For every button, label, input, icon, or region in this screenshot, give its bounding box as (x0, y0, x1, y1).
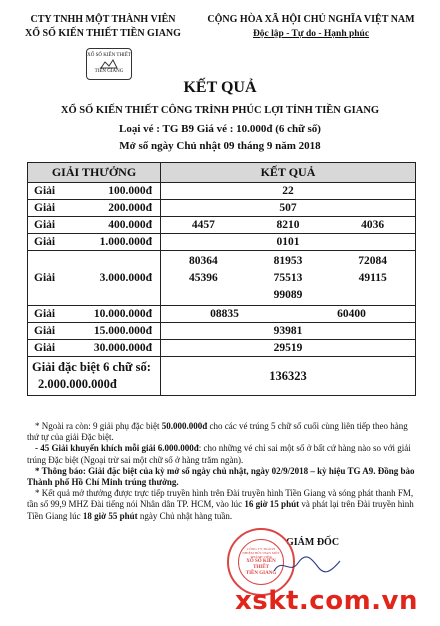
company-logo (86, 48, 132, 80)
draw-date: Mở số ngày Chủ nhật 09 tháng 9 năm 2018 (119, 140, 321, 152)
winning-number: 72084 (358, 254, 388, 267)
special-prize-amount: 2.000.000.000đ (38, 377, 117, 391)
prize-amount: 1.000.000đ (99, 236, 152, 248)
prize-amount: 100.000đ (108, 185, 152, 197)
site-watermark: xskt.com.vn (234, 586, 418, 616)
company-name-line1: CTY TNHH MỘT THÀNH VIÊN (30, 14, 176, 25)
prize-label: Giải (34, 342, 56, 354)
prize-amount: 400.000đ (108, 219, 152, 231)
national-title: CỘNG HÒA XÃ HỘI CHỦ NGHĨA VIỆT NAM (207, 14, 415, 25)
prize-label: Giải (34, 219, 56, 231)
prize-label: Giải (34, 272, 56, 284)
table-row (28, 183, 416, 200)
logo-text-bottom: TIỀN GIANG (94, 69, 124, 74)
table-row (28, 234, 416, 251)
prize-amount: 10.000.000đ (93, 308, 152, 320)
note-announcement-code: – kỳ hiệu TG A9. (310, 465, 376, 476)
prize-label: Giải (34, 185, 56, 197)
note-rebroadcast-text: và phát lại trên Đài truyền hình Tiền Giang lúc (27, 499, 414, 521)
winning-number: 60400 (337, 308, 366, 320)
note-consolation-rule: : cho những vé chỉ sai một số ở bất cứ hàng nào so với giải trúng Đặc biệt (Ngoại trừ sai một chữ số ở hàng trăm ngàn). (27, 443, 411, 465)
table-row (28, 251, 416, 306)
table-row (28, 200, 416, 217)
winning-number: 99089 (273, 288, 303, 301)
table-row (28, 340, 416, 357)
column-header-result: KẾT QUẢ (161, 163, 416, 183)
winning-number: 80364 (188, 254, 218, 267)
winning-number: 29519 (273, 342, 303, 354)
results-table (27, 162, 416, 396)
prize-amount: 15.000.000đ (93, 325, 152, 337)
special-prize-label: Giải đặc biệt 6 chữ số: (32, 360, 151, 374)
note-consolation-heading: - 45 Giải khuyến khích mỗi giải 6.000.000đ (35, 443, 199, 454)
table-row (28, 217, 416, 234)
note-rebroadcast-time: 18 giờ 55 phút (82, 510, 138, 521)
page-title: KẾT QUẢ (183, 79, 257, 96)
ticket-type: Loại vé : TG B9 Giá vé : 10.000đ (6 chữ số) (119, 123, 321, 135)
winning-number: 81953 (273, 254, 303, 267)
seal-center-text: XỔ SỐ KIẾN THIẾT (246, 559, 276, 570)
prize-amount: 200.000đ (108, 202, 152, 214)
note-broadcast-time: 16 giờ 15 phút (244, 499, 300, 510)
note-sub-prize-rule: cho các vé trúng 5 chữ số cuối cùng liên tiếp theo hàng thứ tự của giải Đặc biệt. (27, 421, 408, 443)
prize-amount: 3.000.000đ (99, 272, 152, 284)
note-sub-prize-text: * Ngoài ra còn: 9 giải phụ đặc biệt (35, 421, 160, 431)
national-motto: Độc lập - Tự do - Hạnh phúc (252, 29, 370, 39)
page-subtitle: XỔ SỐ KIẾN THIẾT CÔNG TRÌNH PHÚC LỢI TỈNH TIỀN GIANG (60, 105, 380, 116)
prize-amount: 30.000.000đ (93, 342, 152, 354)
table-row (28, 323, 416, 340)
special-prize-row (28, 357, 416, 396)
prize-label: Giải (34, 308, 56, 320)
winning-number: 0101 (276, 236, 300, 248)
prize-label: Giải (34, 202, 56, 214)
company-name-line2: XỔ SỐ KIẾN THIẾT TIỀN GIANG (25, 28, 181, 39)
winning-number: 45396 (188, 271, 218, 284)
winning-number: 75513 (273, 271, 303, 284)
notes-section (27, 421, 416, 522)
table-row (28, 306, 416, 323)
winning-number: 4457 (191, 219, 215, 231)
logo-emblem-icon (100, 59, 118, 69)
winning-number: 507 (279, 202, 297, 214)
prize-label: Giải (34, 325, 56, 337)
prize-label: Giải (34, 236, 56, 248)
seal-bottom-text: TIỀN GIANG (245, 571, 277, 576)
winning-number: 22 (282, 185, 294, 197)
logo-text-top: XỔ SỐ KIẾN THIẾT (87, 53, 131, 58)
note-announcement-winner: Đồng bào Thành phố Hồ Chí Minh trúng thưởng. (27, 465, 415, 488)
special-winning-number: 136323 (269, 368, 307, 383)
note-sub-prize-amount: 50.000.000đ (161, 421, 208, 431)
note-announcement-date: 02/9/2018 (271, 465, 309, 476)
column-header-prize: GIẢI THƯỞNG (28, 163, 161, 183)
winning-number: 4036 (361, 219, 385, 231)
seal-ring-text: CÔNG TY TRÁCH NHIỆM HỮU HẠN MỘT THÀNH VIÊN (242, 547, 280, 559)
note-broadcast-text: * Kết quả mở thưởng được trực tiếp truyền hình trên Đài truyền hình Tiền Giang và sóng phát thanh FM, tần số 99,9 MHZ Đài tiếng nói Nhân dân TP. HCM, vào lúc (27, 488, 414, 510)
note-broadcast-day: ngày Chủ nhật hàng tuần. (139, 510, 233, 521)
director-signature (272, 553, 342, 577)
table-header-row (28, 163, 416, 183)
winning-number: 08835 (210, 308, 239, 320)
winning-number: 8210 (276, 219, 300, 231)
winning-number: 93981 (273, 325, 303, 337)
director-title: GIÁM ĐỐC (286, 537, 340, 548)
winning-number: 49115 (358, 271, 387, 284)
note-announcement-heading: * Thông báo: Giải đặc biệt của kỳ mở số ngày chủ nhật, ngày (35, 465, 270, 476)
